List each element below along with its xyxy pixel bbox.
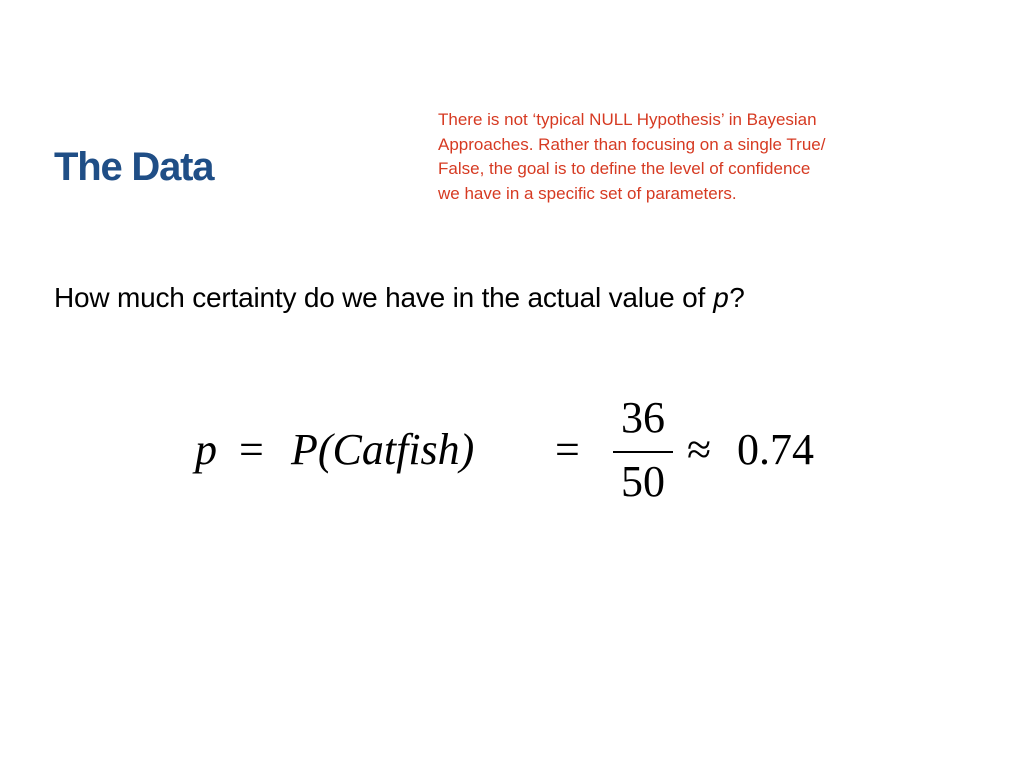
question-variable: p xyxy=(712,285,730,316)
note-line: False, the goal is to define the level of confidence xyxy=(438,159,811,178)
probability-equation xyxy=(195,390,855,510)
fraction-numerator: 36 xyxy=(621,393,665,442)
equation-equals-2: = xyxy=(555,425,580,474)
question-text xyxy=(54,280,745,319)
note-line: Approaches. Rather than focusing on a single True/ xyxy=(438,134,826,154)
equation-result: 0.74 xyxy=(737,425,814,474)
note-line: There is not ‘typical NULL Hypothesis’ in Bayesian xyxy=(438,110,817,129)
speaker-note xyxy=(438,108,918,206)
equation-lhs-variable: p xyxy=(195,425,217,474)
fraction-denominator: 50 xyxy=(621,457,665,506)
equation-equals-1: = xyxy=(239,425,264,474)
equation-fraction xyxy=(609,390,677,510)
question-body: How much certainty do we have in the actual value of xyxy=(54,282,713,313)
equation-function: P(Catfish) xyxy=(291,425,475,474)
note-line: we have in a specific set of parameters. xyxy=(438,183,737,203)
fraction-bar xyxy=(613,451,673,453)
slide-title: The Data xyxy=(54,145,214,189)
equation-approx: ≈ xyxy=(687,425,712,474)
question-end: ? xyxy=(729,282,745,313)
